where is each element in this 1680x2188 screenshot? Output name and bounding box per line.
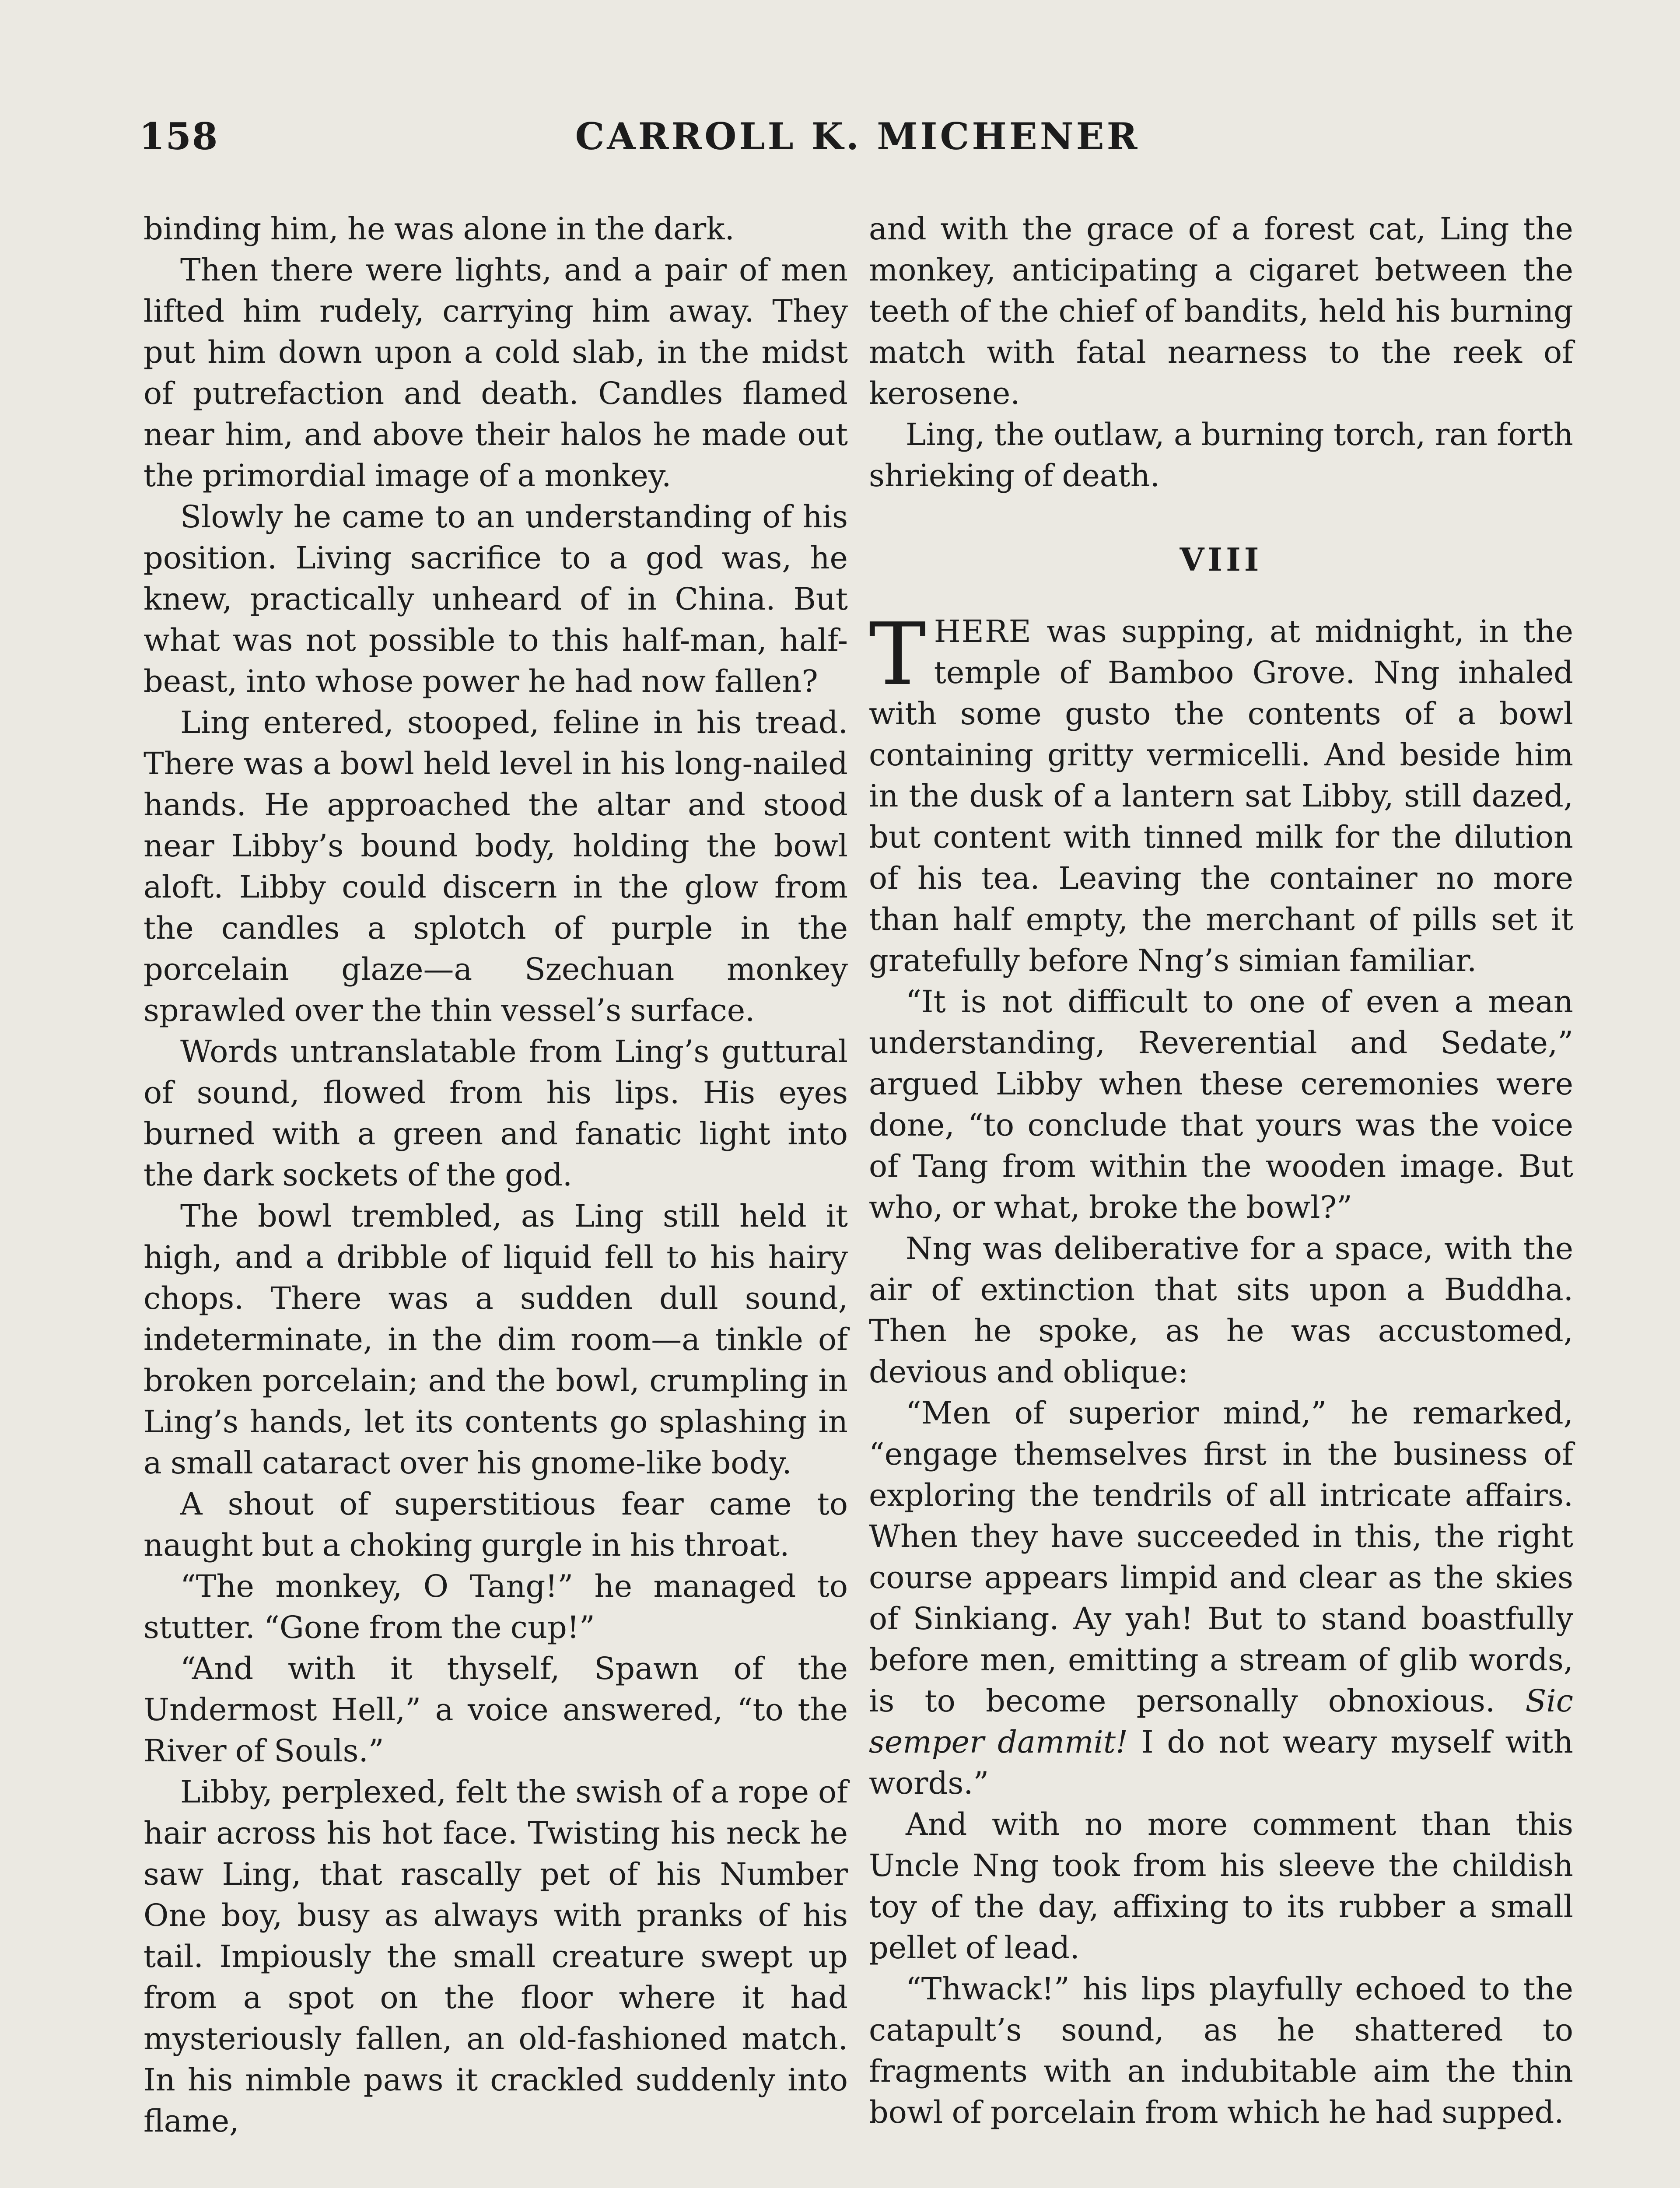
quote-italic-text: Sic semper dammit!: [869, 1683, 1573, 1760]
paragraph: Nng was deliberative for a space, with the air of extinction that sits upon a Buddha. Then he spoke, as he was accustomed, devious and oblique:: [869, 1231, 1573, 1390]
paragraph: Then there were lights, and a pair of men lifted him rudely, carrying him away. They put him down upon a cold slab, in the midst of putrefaction and death. Candles flamed near him, and above their halos he made out the primordial image of a monkey.: [144, 252, 848, 494]
paragraph: Words untranslatable from Ling’s guttural of sound, flowed from his lips. His eyes burned with a green and fanatic light into the dark sockets of the god.: [144, 1034, 848, 1193]
running-head: CARROLL K. MICHENER: [575, 115, 1140, 158]
section-heading: VIII: [1180, 541, 1263, 578]
paragraph: Slowly he came to an understanding of his position. Living sacrifice to a god was, he knew, practically unheard of in China. But what was not possible to this half-man, half-beast, into whose power he had now fallen?: [144, 499, 848, 699]
quote-paragraph: [869, 1392, 1573, 1804]
paragraph: A shout of superstitious fear came to naught but a choking gurgle in his throat.: [144, 1486, 848, 1563]
drop-cap: T: [869, 605, 926, 705]
paragraph: and with the grace of a forest cat, Ling the monkey, anticipating a cigaret between the teeth of the chief of bandits, held his burning match with fatal nearness to the reek of kerosene.: [869, 211, 1573, 411]
quote-text-after: I do not weary myself with words.”: [869, 1724, 1573, 1801]
lead-text: was supping, at midnight, in the temple of Bamboo Grove. Nng inhaled with some gusto the contents of a bowl containing gritty vermicelli. And beside him in the dusk of a lantern sat Libby, still dazed, but content with tinned milk for the dilution of his tea. Leaving the container no more than half empty, the merchant of pills set it gratefully before Nng’s simian familiar.: [869, 614, 1573, 978]
paragraph: Libby, perplexed, felt the swish of a rope of hair across his hot face. Twisting his neck he saw Ling, that rascally pet of his Number One boy, busy as always with pranks of his tail. Impiously the small creature swept up from a spot on the floor where it had mysteriously fallen, an old-fashioned match. In his nimble paws it crackled suddenly into flame,: [144, 1774, 848, 2139]
page-number: 158: [139, 115, 219, 158]
page-header: [139, 115, 1576, 176]
paragraph: “The monkey, O Tang!” he managed to stutter. “Gone from the cup!”: [144, 1568, 848, 1645]
text-column-right: [869, 208, 1573, 2133]
quote-text-before: “Men of superior mind,” he remarked, “engage themselves first in the business of exploring the tendrils of all intricate affairs. When they have succeeded in this, the right course appears limpid and clear as the skies of Sinkiang. Ay yah! But to stand boastfully before men, emitting a stream of glib words, is to become personally obnoxious.: [869, 1395, 1573, 1719]
paragraph: “It is not difficult to one of even a mean understanding, Reverential and Sedate,” argued Libby when these ceremonies were done, “to conclude that yours was the voice of Tang from within the wooden image. But who, or what, broke the bowl?”: [869, 984, 1573, 1225]
paragraph: The bowl trembled, as Ling still held it high, and a dribble of liquid fell to his hairy chops. There was a sudden dull sound, indeterminate, in the dim room—a tinkle of broken porcelain; and the bowl, crumpling in Ling’s hands, let its contents go splashing in a small cataract over his gnome-like body.: [144, 1198, 848, 1481]
text-column-left: [144, 208, 848, 2142]
paragraph: Ling, the outlaw, a burning torch, ran forth shrieking of death.: [869, 417, 1573, 494]
paragraph: “Thwack!” his lips playfully echoed to the catapult’s sound, as he shattered to fragments with an indubitable aim the thin bowl of porcelain from which he had supped.: [869, 1971, 1573, 2130]
paragraph: binding him, he was alone in the dark.: [144, 211, 735, 247]
paragraph: And with no more comment than this Uncle Nng took from his sleeve the childish toy of the day, affixing to its rubber a small pellet of lead.: [869, 1806, 1573, 1966]
paragraph: Ling entered, stooped, feline in his tread. There was a bowl held level in his long-nailed hands. He approached the altar and stood near Libby’s bound body, holding the bowl aloft. Libby could discern in the glow from the candles a splotch of purple in the porcelain glaze—a Szechuan monkey sprawled over the thin vessel’s surface.: [144, 705, 848, 1028]
lead-small-caps: HERE: [934, 614, 1032, 649]
paragraph: “And with it thyself, Spawn of the Undermost Hell,” a voice answered, “to the River of Souls.”: [144, 1651, 848, 1769]
lead-paragraph: [869, 605, 1573, 981]
